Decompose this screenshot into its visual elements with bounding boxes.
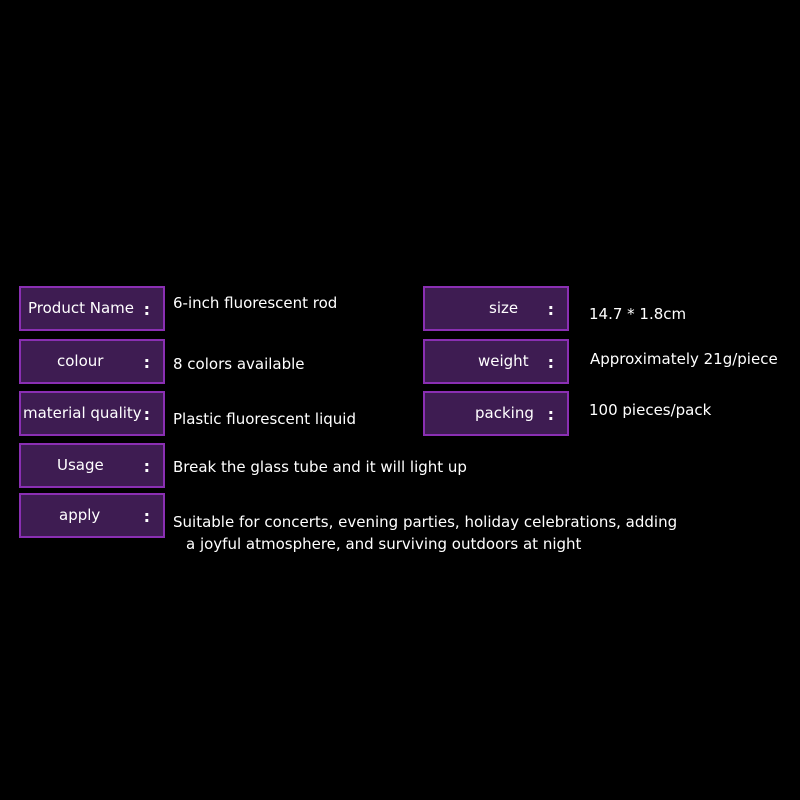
label-size (423, 286, 569, 331)
separator: : (143, 405, 150, 424)
separator: : (143, 507, 150, 526)
label-text: packing (475, 404, 534, 422)
label-text: Product Name (28, 299, 134, 317)
separator: : (143, 300, 150, 319)
value-usage: Break the glass tube and it will light up (173, 458, 467, 476)
separator: : (143, 457, 150, 476)
label-text: weight (478, 352, 529, 370)
separator: : (547, 405, 554, 424)
value-apply-line-1: Suitable for concerts, evening parties, holiday celebrations, adding (173, 513, 678, 531)
value-material-quality: Plastic fluorescent liquid (173, 410, 356, 428)
value-product-name: 6-inch fluorescent rod (173, 294, 338, 312)
label-weight (423, 339, 569, 384)
value-colour: 8 colors available (173, 355, 305, 373)
label-text: colour (57, 352, 104, 370)
value-weight: Approximately 21g/piece (590, 350, 778, 368)
value-size: 14.7 * 1.8cm (589, 305, 687, 323)
label-packing (423, 391, 569, 436)
value-packing: 100 pieces/pack (589, 401, 712, 419)
separator: : (143, 353, 150, 372)
value-apply-line-2: a joyful atmosphere, and surviving outdoors at night (186, 535, 582, 553)
label-usage (19, 443, 165, 488)
label-colour (19, 339, 165, 384)
label-apply (19, 493, 165, 538)
label-text: apply (59, 506, 101, 524)
label-text: Usage (57, 456, 104, 474)
separator: : (547, 353, 554, 372)
label-product-name (19, 286, 165, 331)
separator: : (547, 300, 554, 319)
label-text: size (489, 299, 519, 317)
label-material-quality (19, 391, 165, 436)
label-text: material quality (23, 404, 142, 422)
